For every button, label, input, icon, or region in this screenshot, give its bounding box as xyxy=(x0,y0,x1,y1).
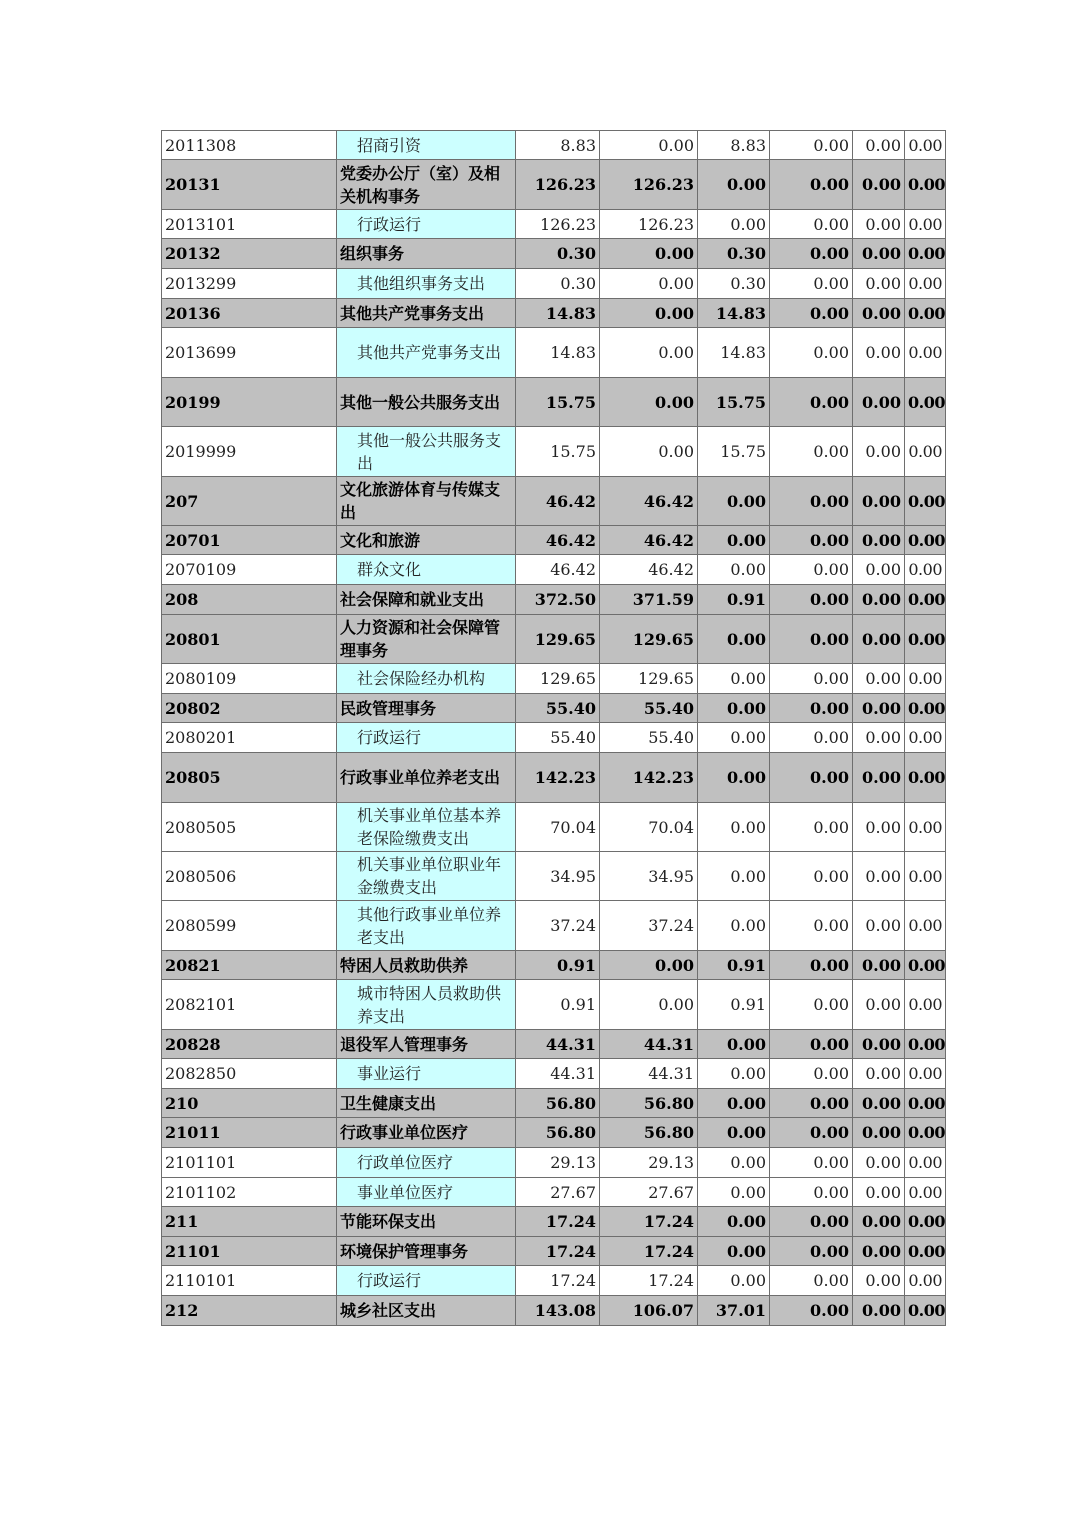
table-row xyxy=(162,239,946,269)
amount-cell: 0.00 xyxy=(853,852,905,901)
table-row xyxy=(162,1148,946,1178)
basic-cell: 129.65 xyxy=(600,664,698,694)
code-cell: 20132 xyxy=(162,239,337,269)
amount-cell: 0.00 xyxy=(905,526,946,555)
project-cell: 0.00 xyxy=(698,555,770,585)
basic-cell: 142.23 xyxy=(600,753,698,803)
total-cell: 37.24 xyxy=(516,901,600,951)
amount-cell: 0.00 xyxy=(905,803,946,852)
amount-cell: 0.00 xyxy=(770,852,853,901)
project-cell: 14.83 xyxy=(698,299,770,328)
name-cell: 行政事业单位养老支出 xyxy=(337,753,516,803)
basic-cell: 0.00 xyxy=(600,328,698,378)
code-cell: 2013299 xyxy=(162,269,337,299)
table-row xyxy=(162,269,946,299)
name-cell: 事业运行 xyxy=(337,1059,516,1089)
code-cell: 20802 xyxy=(162,694,337,723)
table-row xyxy=(162,1059,946,1089)
total-cell: 56.80 xyxy=(516,1089,600,1118)
project-cell: 0.30 xyxy=(698,269,770,299)
total-cell: 44.31 xyxy=(516,1030,600,1059)
total-cell: 17.24 xyxy=(516,1237,600,1266)
table-row xyxy=(162,852,946,901)
total-cell: 129.65 xyxy=(516,615,600,664)
amount-cell: 0.00 xyxy=(853,1296,905,1326)
name-cell: 行政运行 xyxy=(337,1266,516,1296)
amount-cell: 0.00 xyxy=(905,1030,946,1059)
name-cell: 节能环保支出 xyxy=(337,1207,516,1237)
total-cell: 17.24 xyxy=(516,1266,600,1296)
name-cell: 组织事务 xyxy=(337,239,516,269)
amount-cell: 0.00 xyxy=(905,1237,946,1266)
amount-cell: 0.00 xyxy=(770,1089,853,1118)
code-cell: 20828 xyxy=(162,1030,337,1059)
code-cell: 2082101 xyxy=(162,980,337,1030)
amount-cell: 0.00 xyxy=(905,378,946,427)
total-cell: 14.83 xyxy=(516,328,600,378)
total-cell: 27.67 xyxy=(516,1178,600,1207)
amount-cell: 0.00 xyxy=(853,615,905,664)
amount-cell: 0.00 xyxy=(905,1118,946,1148)
amount-cell: 0.00 xyxy=(853,1178,905,1207)
code-cell: 2082850 xyxy=(162,1059,337,1089)
name-cell: 其他组织事务支出 xyxy=(337,269,516,299)
table-row xyxy=(162,951,946,980)
amount-cell: 0.00 xyxy=(905,328,946,378)
code-cell: 20801 xyxy=(162,615,337,664)
amount-cell: 0.00 xyxy=(853,951,905,980)
table-row xyxy=(162,694,946,723)
table-row xyxy=(162,378,946,427)
total-cell: 29.13 xyxy=(516,1148,600,1178)
amount-cell: 0.00 xyxy=(770,585,853,615)
amount-cell: 0.00 xyxy=(853,160,905,210)
amount-cell: 0.00 xyxy=(770,427,853,477)
amount-cell: 0.00 xyxy=(853,555,905,585)
basic-cell: 0.00 xyxy=(600,131,698,160)
amount-cell: 0.00 xyxy=(853,901,905,951)
basic-cell: 46.42 xyxy=(600,477,698,526)
basic-cell: 129.65 xyxy=(600,615,698,664)
amount-cell: 0.00 xyxy=(770,615,853,664)
amount-cell: 0.00 xyxy=(905,1266,946,1296)
amount-cell: 0.00 xyxy=(770,477,853,526)
code-cell: 2011308 xyxy=(162,131,337,160)
amount-cell: 0.00 xyxy=(853,239,905,269)
name-cell: 其他共产党事务支出 xyxy=(337,299,516,328)
basic-cell: 34.95 xyxy=(600,852,698,901)
amount-cell: 0.00 xyxy=(853,1207,905,1237)
amount-cell: 0.00 xyxy=(853,131,905,160)
total-cell: 0.91 xyxy=(516,951,600,980)
total-cell: 126.23 xyxy=(516,210,600,239)
amount-cell: 0.00 xyxy=(853,269,905,299)
table-row xyxy=(162,1207,946,1237)
basic-cell: 70.04 xyxy=(600,803,698,852)
amount-cell: 0.00 xyxy=(770,131,853,160)
total-cell: 0.30 xyxy=(516,269,600,299)
total-cell: 143.08 xyxy=(516,1296,600,1326)
basic-cell: 0.00 xyxy=(600,269,698,299)
amount-cell: 0.00 xyxy=(853,210,905,239)
project-cell: 0.00 xyxy=(698,1089,770,1118)
amount-cell: 0.00 xyxy=(905,1207,946,1237)
amount-cell: 0.00 xyxy=(853,753,905,803)
project-cell: 0.00 xyxy=(698,210,770,239)
project-cell: 15.75 xyxy=(698,378,770,427)
amount-cell: 0.00 xyxy=(905,131,946,160)
code-cell: 2080506 xyxy=(162,852,337,901)
amount-cell: 0.00 xyxy=(770,1118,853,1148)
code-cell: 211 xyxy=(162,1207,337,1237)
project-cell: 0.00 xyxy=(698,160,770,210)
amount-cell: 0.00 xyxy=(905,1059,946,1089)
amount-cell: 0.00 xyxy=(770,803,853,852)
code-cell: 210 xyxy=(162,1089,337,1118)
project-cell: 0.00 xyxy=(698,901,770,951)
amount-cell: 0.00 xyxy=(853,664,905,694)
total-cell: 55.40 xyxy=(516,723,600,753)
amount-cell: 0.00 xyxy=(770,723,853,753)
code-cell: 2013699 xyxy=(162,328,337,378)
name-cell: 文化和旅游 xyxy=(337,526,516,555)
amount-cell: 0.00 xyxy=(905,427,946,477)
project-cell: 0.00 xyxy=(698,723,770,753)
table-row xyxy=(162,1118,946,1148)
amount-cell: 0.00 xyxy=(853,1266,905,1296)
amount-cell: 0.00 xyxy=(770,328,853,378)
amount-cell: 0.00 xyxy=(770,555,853,585)
amount-cell: 0.00 xyxy=(853,477,905,526)
amount-cell: 0.00 xyxy=(770,1059,853,1089)
code-cell: 2080505 xyxy=(162,803,337,852)
amount-cell: 0.00 xyxy=(770,1237,853,1266)
basic-cell: 0.00 xyxy=(600,239,698,269)
project-cell: 0.30 xyxy=(698,239,770,269)
table-row xyxy=(162,1178,946,1207)
amount-cell: 0.00 xyxy=(853,1148,905,1178)
name-cell: 其他一般公共服务支出 xyxy=(337,378,516,427)
amount-cell: 0.00 xyxy=(770,980,853,1030)
code-cell: 2019999 xyxy=(162,427,337,477)
amount-cell: 0.00 xyxy=(770,378,853,427)
project-cell: 0.00 xyxy=(698,526,770,555)
amount-cell: 0.00 xyxy=(905,1178,946,1207)
project-cell: 0.00 xyxy=(698,1266,770,1296)
code-cell: 212 xyxy=(162,1296,337,1326)
code-cell: 20701 xyxy=(162,526,337,555)
amount-cell: 0.00 xyxy=(770,160,853,210)
code-cell: 21011 xyxy=(162,1118,337,1148)
amount-cell: 0.00 xyxy=(905,694,946,723)
project-cell: 14.83 xyxy=(698,328,770,378)
name-cell: 招商引资 xyxy=(337,131,516,160)
amount-cell: 0.00 xyxy=(770,299,853,328)
name-cell: 人力资源和社会保障管理事务 xyxy=(337,615,516,664)
amount-cell: 0.00 xyxy=(905,1296,946,1326)
code-cell: 20199 xyxy=(162,378,337,427)
basic-cell: 44.31 xyxy=(600,1030,698,1059)
table-row xyxy=(162,555,946,585)
amount-cell: 0.00 xyxy=(770,1178,853,1207)
basic-cell: 17.24 xyxy=(600,1237,698,1266)
amount-cell: 0.00 xyxy=(905,615,946,664)
code-cell: 208 xyxy=(162,585,337,615)
total-cell: 56.80 xyxy=(516,1118,600,1148)
name-cell: 特困人员救助供养 xyxy=(337,951,516,980)
basic-cell: 55.40 xyxy=(600,723,698,753)
total-cell: 46.42 xyxy=(516,477,600,526)
total-cell: 70.04 xyxy=(516,803,600,852)
name-cell: 环境保护管理事务 xyxy=(337,1237,516,1266)
project-cell: 15.75 xyxy=(698,427,770,477)
amount-cell: 0.00 xyxy=(853,1089,905,1118)
basic-cell: 46.42 xyxy=(600,555,698,585)
amount-cell: 0.00 xyxy=(770,1148,853,1178)
table-row xyxy=(162,210,946,239)
table-row xyxy=(162,328,946,378)
project-cell: 0.00 xyxy=(698,803,770,852)
amount-cell: 0.00 xyxy=(770,210,853,239)
table-row xyxy=(162,980,946,1030)
amount-cell: 0.00 xyxy=(853,1118,905,1148)
basic-cell: 27.67 xyxy=(600,1178,698,1207)
table-row xyxy=(162,664,946,694)
total-cell: 126.23 xyxy=(516,160,600,210)
name-cell: 卫生健康支出 xyxy=(337,1089,516,1118)
code-cell: 2080599 xyxy=(162,901,337,951)
name-cell: 文化旅游体育与传媒支出 xyxy=(337,477,516,526)
name-cell: 其他共产党事务支出 xyxy=(337,328,516,378)
amount-cell: 0.00 xyxy=(905,723,946,753)
total-cell: 129.65 xyxy=(516,664,600,694)
table-row xyxy=(162,615,946,664)
project-cell: 0.00 xyxy=(698,1118,770,1148)
basic-cell: 17.24 xyxy=(600,1266,698,1296)
name-cell: 退役军人管理事务 xyxy=(337,1030,516,1059)
amount-cell: 0.00 xyxy=(905,555,946,585)
amount-cell: 0.00 xyxy=(905,585,946,615)
basic-cell: 126.23 xyxy=(600,160,698,210)
name-cell: 行政事业单位医疗 xyxy=(337,1118,516,1148)
code-cell: 2070109 xyxy=(162,555,337,585)
table-row xyxy=(162,427,946,477)
name-cell: 城乡社区支出 xyxy=(337,1296,516,1326)
project-cell: 0.91 xyxy=(698,585,770,615)
basic-cell: 106.07 xyxy=(600,1296,698,1326)
project-cell: 0.00 xyxy=(698,852,770,901)
amount-cell: 0.00 xyxy=(853,585,905,615)
table-row xyxy=(162,131,946,160)
basic-cell: 0.00 xyxy=(600,427,698,477)
amount-cell: 0.00 xyxy=(905,664,946,694)
basic-cell: 0.00 xyxy=(600,378,698,427)
table-row xyxy=(162,585,946,615)
basic-cell: 126.23 xyxy=(600,210,698,239)
amount-cell: 0.00 xyxy=(770,1207,853,1237)
code-cell: 2013101 xyxy=(162,210,337,239)
table-row xyxy=(162,901,946,951)
total-cell: 46.42 xyxy=(516,555,600,585)
amount-cell: 0.00 xyxy=(770,1296,853,1326)
amount-cell: 0.00 xyxy=(853,1059,905,1089)
amount-cell: 0.00 xyxy=(905,852,946,901)
name-cell: 群众文化 xyxy=(337,555,516,585)
project-cell: 0.00 xyxy=(698,753,770,803)
total-cell: 55.40 xyxy=(516,694,600,723)
amount-cell: 0.00 xyxy=(905,1148,946,1178)
amount-cell: 0.00 xyxy=(770,664,853,694)
name-cell: 党委办公厅（室）及相关机构事务 xyxy=(337,160,516,210)
project-cell: 37.01 xyxy=(698,1296,770,1326)
amount-cell: 0.00 xyxy=(853,1030,905,1059)
amount-cell: 0.00 xyxy=(853,980,905,1030)
basic-cell: 17.24 xyxy=(600,1207,698,1237)
total-cell: 15.75 xyxy=(516,378,600,427)
amount-cell: 0.00 xyxy=(770,239,853,269)
name-cell: 行政运行 xyxy=(337,210,516,239)
table-row xyxy=(162,753,946,803)
project-cell: 8.83 xyxy=(698,131,770,160)
budget-table xyxy=(161,130,946,1326)
basic-cell: 56.80 xyxy=(600,1089,698,1118)
amount-cell: 0.00 xyxy=(770,951,853,980)
amount-cell: 0.00 xyxy=(770,1030,853,1059)
amount-cell: 0.00 xyxy=(770,901,853,951)
total-cell: 34.95 xyxy=(516,852,600,901)
total-cell: 8.83 xyxy=(516,131,600,160)
table-row xyxy=(162,723,946,753)
amount-cell: 0.00 xyxy=(770,269,853,299)
table-row xyxy=(162,1089,946,1118)
amount-cell: 0.00 xyxy=(905,901,946,951)
project-cell: 0.00 xyxy=(698,615,770,664)
code-cell: 20821 xyxy=(162,951,337,980)
code-cell: 20131 xyxy=(162,160,337,210)
project-cell: 0.00 xyxy=(698,1059,770,1089)
basic-cell: 0.00 xyxy=(600,980,698,1030)
name-cell: 其他一般公共服务支出 xyxy=(337,427,516,477)
project-cell: 0.00 xyxy=(698,694,770,723)
code-cell: 2110101 xyxy=(162,1266,337,1296)
basic-cell: 371.59 xyxy=(600,585,698,615)
amount-cell: 0.00 xyxy=(853,378,905,427)
amount-cell: 0.00 xyxy=(905,299,946,328)
name-cell: 事业单位医疗 xyxy=(337,1178,516,1207)
table-body xyxy=(162,131,946,1326)
amount-cell: 0.00 xyxy=(770,753,853,803)
code-cell: 2080201 xyxy=(162,723,337,753)
name-cell: 其他行政事业单位养老支出 xyxy=(337,901,516,951)
amount-cell: 0.00 xyxy=(905,239,946,269)
project-cell: 0.00 xyxy=(698,1237,770,1266)
total-cell: 142.23 xyxy=(516,753,600,803)
amount-cell: 0.00 xyxy=(770,1266,853,1296)
name-cell: 城市特困人员救助供养支出 xyxy=(337,980,516,1030)
code-cell: 2101101 xyxy=(162,1148,337,1178)
project-cell: 0.91 xyxy=(698,951,770,980)
total-cell: 44.31 xyxy=(516,1059,600,1089)
table-row xyxy=(162,1030,946,1059)
amount-cell: 0.00 xyxy=(905,477,946,526)
code-cell: 20136 xyxy=(162,299,337,328)
basic-cell: 0.00 xyxy=(600,299,698,328)
project-cell: 0.00 xyxy=(698,477,770,526)
amount-cell: 0.00 xyxy=(853,526,905,555)
table-row xyxy=(162,160,946,210)
table-row xyxy=(162,1237,946,1266)
code-cell: 20805 xyxy=(162,753,337,803)
amount-cell: 0.00 xyxy=(853,1237,905,1266)
amount-cell: 0.00 xyxy=(853,427,905,477)
table-row xyxy=(162,803,946,852)
amount-cell: 0.00 xyxy=(905,951,946,980)
code-cell: 207 xyxy=(162,477,337,526)
total-cell: 372.50 xyxy=(516,585,600,615)
name-cell: 行政单位医疗 xyxy=(337,1148,516,1178)
code-cell: 21101 xyxy=(162,1237,337,1266)
basic-cell: 55.40 xyxy=(600,694,698,723)
project-cell: 0.00 xyxy=(698,1030,770,1059)
name-cell: 社会保障和就业支出 xyxy=(337,585,516,615)
amount-cell: 0.00 xyxy=(853,803,905,852)
name-cell: 机关事业单位基本养老保险缴费支出 xyxy=(337,803,516,852)
total-cell: 17.24 xyxy=(516,1207,600,1237)
amount-cell: 0.00 xyxy=(770,526,853,555)
basic-cell: 56.80 xyxy=(600,1118,698,1148)
basic-cell: 29.13 xyxy=(600,1148,698,1178)
project-cell: 0.00 xyxy=(698,664,770,694)
amount-cell: 0.00 xyxy=(905,753,946,803)
project-cell: 0.91 xyxy=(698,980,770,1030)
amount-cell: 0.00 xyxy=(853,694,905,723)
basic-cell: 0.00 xyxy=(600,951,698,980)
table-row xyxy=(162,1266,946,1296)
amount-cell: 0.00 xyxy=(853,723,905,753)
name-cell: 民政管理事务 xyxy=(337,694,516,723)
amount-cell: 0.00 xyxy=(905,160,946,210)
name-cell: 社会保险经办机构 xyxy=(337,664,516,694)
amount-cell: 0.00 xyxy=(853,328,905,378)
amount-cell: 0.00 xyxy=(770,694,853,723)
amount-cell: 0.00 xyxy=(905,980,946,1030)
project-cell: 0.00 xyxy=(698,1148,770,1178)
basic-cell: 44.31 xyxy=(600,1059,698,1089)
table-row xyxy=(162,526,946,555)
project-cell: 0.00 xyxy=(698,1178,770,1207)
amount-cell: 0.00 xyxy=(853,299,905,328)
total-cell: 0.91 xyxy=(516,980,600,1030)
amount-cell: 0.00 xyxy=(905,269,946,299)
table-row xyxy=(162,1296,946,1326)
code-cell: 2101102 xyxy=(162,1178,337,1207)
total-cell: 0.30 xyxy=(516,239,600,269)
total-cell: 15.75 xyxy=(516,427,600,477)
total-cell: 14.83 xyxy=(516,299,600,328)
table-row xyxy=(162,299,946,328)
project-cell: 0.00 xyxy=(698,1207,770,1237)
code-cell: 2080109 xyxy=(162,664,337,694)
basic-cell: 46.42 xyxy=(600,526,698,555)
amount-cell: 0.00 xyxy=(905,210,946,239)
total-cell: 46.42 xyxy=(516,526,600,555)
amount-cell: 0.00 xyxy=(905,1089,946,1118)
table-row xyxy=(162,477,946,526)
basic-cell: 37.24 xyxy=(600,901,698,951)
name-cell: 行政运行 xyxy=(337,723,516,753)
name-cell: 机关事业单位职业年金缴费支出 xyxy=(337,852,516,901)
